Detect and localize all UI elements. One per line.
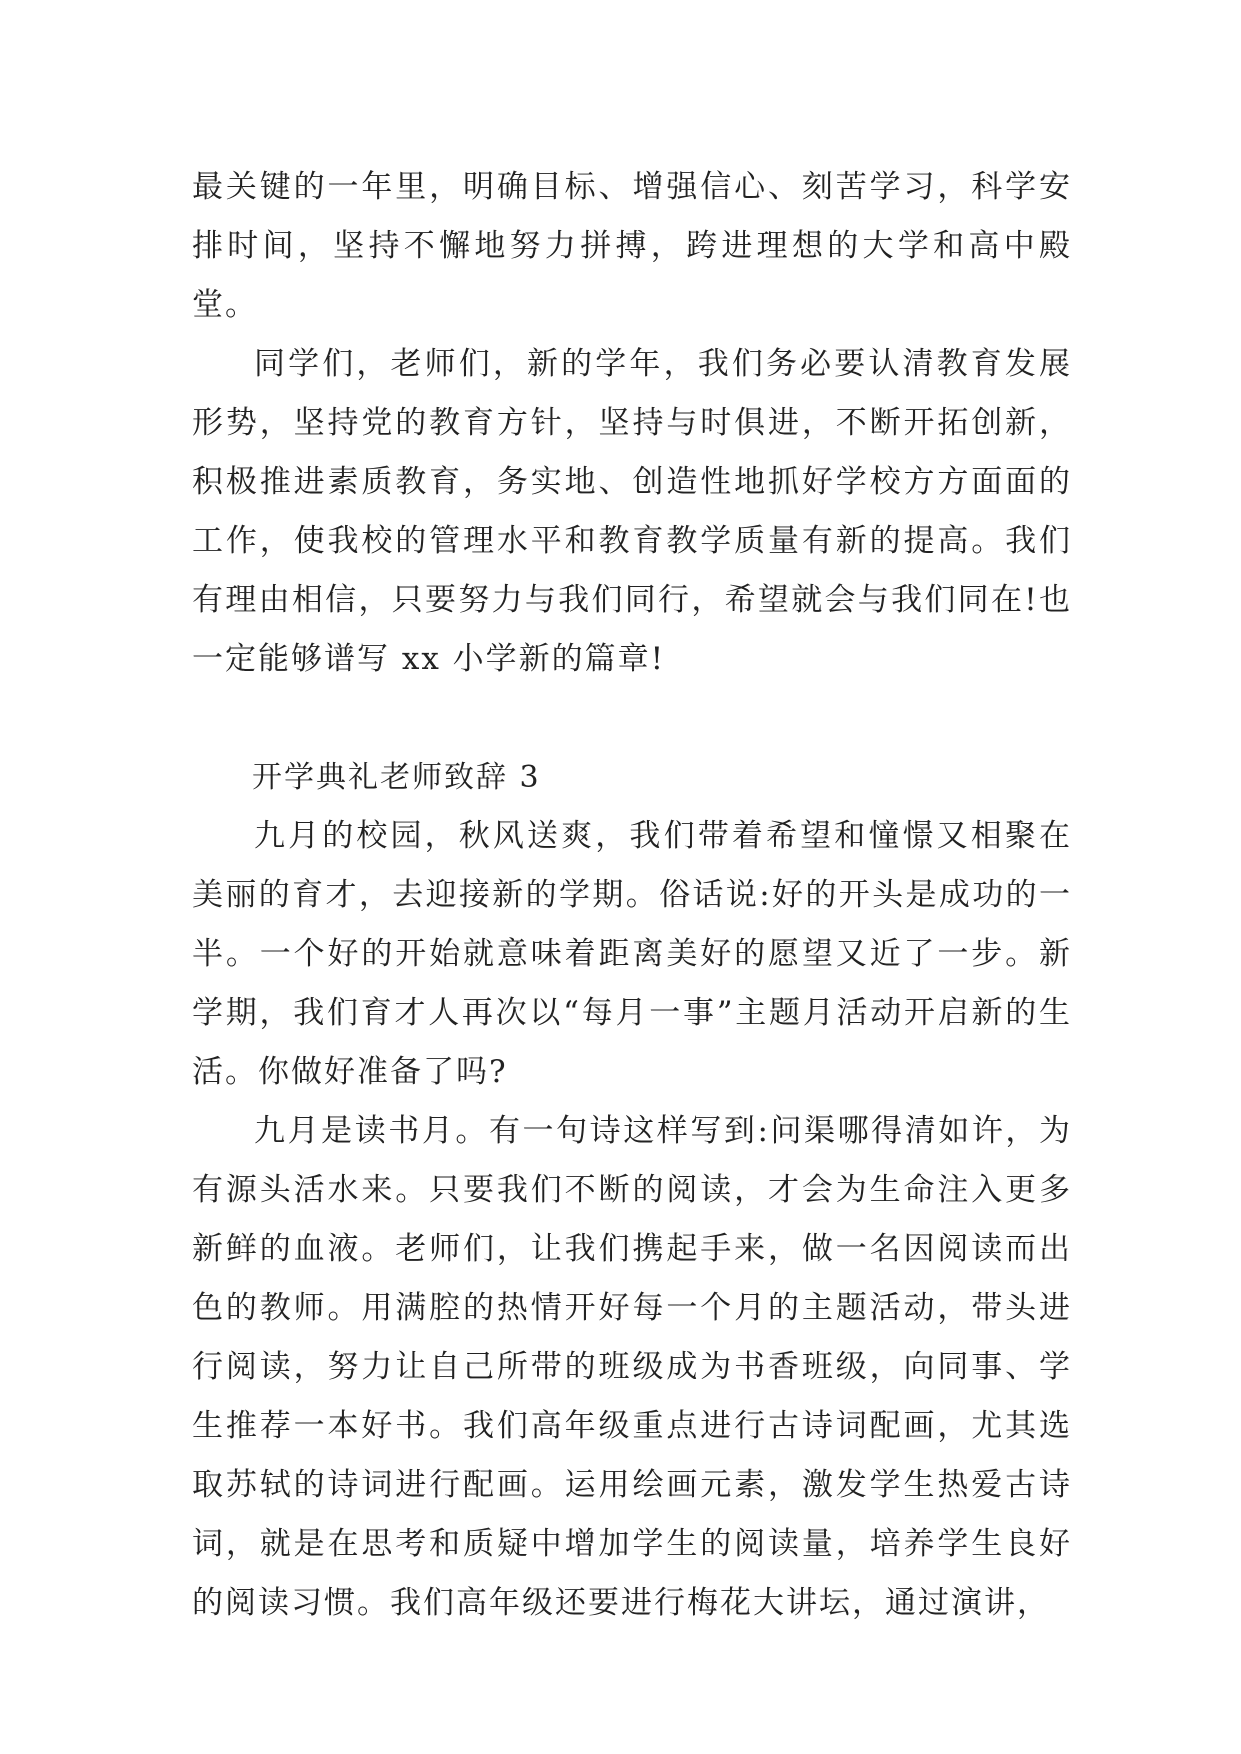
- paragraph-2: 同学们，老师们，新的学年，我们务必要认清教育发展形势，坚持党的教育方针，坚持与时俱进，不断开拓创新，积极推进素质教育，务实地、创造性地抓好学校方方面面的工作，使我校的管理水平和教育教学质量有新的提高。我们有理由相信，只要努力与我们同行，希望就会与我们同在!也一定能够谱写 xx 小学新的篇章!: [192, 346, 1072, 677]
- paragraph-1: 最关键的一年里，明确目标、增强信心、刻苦学习，科学安排时间，坚持不懈地努力拼搏，跨进理想的大学和高中殿堂。: [192, 169, 1072, 323]
- document-body: [192, 158, 1072, 1633]
- paragraph-4: 九月是读书月。有一句诗这样写到:问渠哪得清如许，为有源头活水来。只要我们不断的阅读，才会为生命注入更多新鲜的血液。老师们，让我们携起手来，做一名因阅读而出色的教师。用满腔的热情开好每一个月的主题活动，带头进行阅读，努力让自己所带的班级成为书香班级，向同事、学生推荐一本好书。我们高年级重点进行古诗词配画，尤其选取苏轼的诗词进行配画。运用绘画元素，激发学生热爱古诗词，就是在思考和质疑中增加学生的阅读量，培养学生良好的阅读习惯。我们高年级还要进行梅花大讲坛，通过演讲，: [192, 1113, 1072, 1621]
- section-title: 开学典礼老师致辞 3: [252, 760, 541, 795]
- paragraph-3: 九月的校园，秋风送爽，我们带着希望和憧憬又相聚在美丽的育才，去迎接新的学期。俗话说:好的开头是成功的一半。一个好的开始就意味着距离美好的愿望又近了一步。新学期，我们育才人再次以“每月一事”主题月活动开启新的生活。你做好准备了吗?: [192, 818, 1072, 1090]
- section-gap: [192, 689, 1072, 748]
